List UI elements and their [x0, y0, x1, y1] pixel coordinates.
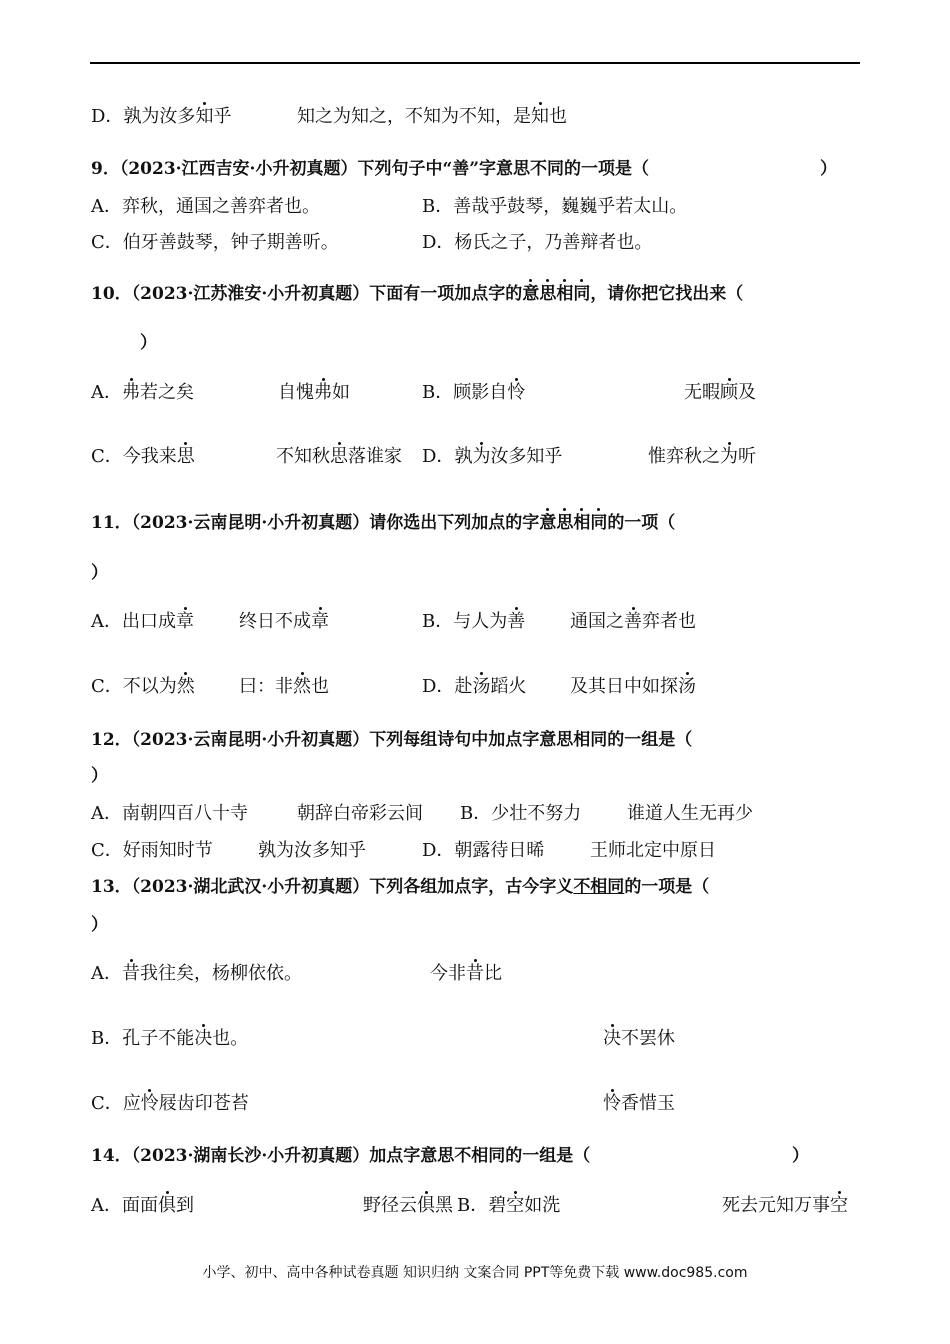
- q12-option-a-second: 朝辞白帝彩云间: [297, 803, 423, 824]
- q14-option-b-second: 死去元知万事空: [722, 1195, 848, 1216]
- q13-option-b-second: 决不罢休: [603, 1028, 675, 1049]
- q13-option-c: C．应怜屐齿印苍苔: [91, 1093, 249, 1114]
- q11-option-b-second: 通国之善弈者也: [570, 611, 696, 632]
- q9-stem: 9．（2023·江西吉安·小升初真题）下列句子中“善”字意思不同的一项是（: [91, 159, 650, 179]
- q13-stem: 13．（2023·湖北武汉·小升初真题）下列各组加点字，古今字义不相同的一项是（: [91, 877, 710, 897]
- header-rule: [90, 62, 860, 64]
- q12-option-b-second: 谁道人生无再少: [627, 803, 753, 824]
- q14-option-a-second: 野径云俱黑: [363, 1195, 453, 1216]
- q10-stem-close: ）: [140, 333, 157, 353]
- q12-stem-close: ）: [91, 766, 108, 786]
- q14-stem: 14．（2023·湖南长沙·小升初真题）加点字意思不相同的一组是（: [91, 1146, 591, 1166]
- q11-option-d-second: 及其日中如探汤: [570, 676, 696, 697]
- page-footer: 小学、初中、高中各种试卷真题 知识归纳 文案合同 PPT等免费下载 www.doc985.com: [202, 1265, 748, 1281]
- q13-option-c-second: 怜香惜玉: [603, 1093, 675, 1114]
- q12-option-c-second: 孰为汝多知乎: [258, 840, 366, 861]
- q14-stem-close: ）: [792, 1146, 809, 1166]
- q10-option-d-second: 惟弈秋之为听: [648, 446, 756, 467]
- q10-option-b: B．顾影自怜: [422, 382, 526, 403]
- q13-option-a-second: 今非昔比: [430, 963, 502, 984]
- q8-option-d-second: 知之为知之，不知为不知，是知也: [297, 106, 567, 127]
- q13-option-a: A．昔我往矣，杨柳依依。: [91, 963, 302, 984]
- q11-option-d: D．赴汤蹈火: [422, 676, 527, 697]
- q12-option-c: C．好雨知时节: [91, 840, 213, 861]
- q12-option-a: A．南朝四百八十寺: [91, 803, 248, 824]
- q10-option-b-second: 无暇顾及: [684, 382, 756, 403]
- q8-option-d: D．孰为汝多知乎: [91, 106, 232, 127]
- q12-option-d-second: 王师北定中原日: [590, 840, 716, 861]
- q10-stem: 10．（2023·江苏淮安·小升初真题）下面有一项加点字的意思相同，请你把它找出来（: [91, 284, 744, 304]
- q9-stem-close: ）: [820, 159, 837, 179]
- q9-option-c: C．伯牙善鼓琴，钟子期善听。: [91, 232, 339, 253]
- q13-option-b: B．孔子不能决也。: [91, 1028, 249, 1049]
- q9-option-b: B．善哉乎鼓琴，巍巍乎若太山。: [422, 196, 688, 217]
- q10-option-d: D．孰为汝多知乎: [422, 446, 563, 467]
- q11-stem-close: ）: [91, 563, 108, 583]
- q10-option-c: C．今我来思: [91, 446, 195, 467]
- q13-stem-close: ）: [91, 915, 108, 935]
- q11-option-c-second: 曰：非然也: [239, 676, 329, 697]
- q11-option-b: B．与人为善: [422, 611, 526, 632]
- q10-option-a-second: 自愧弗如: [278, 382, 350, 403]
- q11-option-c: C．不以为然: [91, 676, 195, 697]
- q11-option-a: A．出口成章: [91, 611, 194, 632]
- q11-option-a-second: 终日不成章: [239, 611, 329, 632]
- q12-option-d: D．朝露待日晞: [422, 840, 545, 861]
- q14-option-b: B．碧空如洗: [457, 1195, 561, 1216]
- q14-option-a: A．面面俱到: [91, 1195, 194, 1216]
- q12-stem: 12．（2023·云南昆明·小升初真题）下列每组诗句中加点字意思相同的一组是（: [91, 730, 693, 750]
- q9-option-d: D．杨氏之子，乃善辩者也。: [422, 232, 653, 253]
- q10-option-c-second: 不知秋思落谁家: [276, 446, 402, 467]
- q9-option-a: A．弈秋，通国之善弈者也。: [91, 196, 320, 217]
- q11-stem: 11．（2023·云南昆明·小升初真题）请你选出下列加点的字意思相同的一项（: [91, 513, 676, 533]
- q12-option-b: B．少壮不努力: [460, 803, 582, 824]
- q10-option-a: A．弗若之矣: [91, 382, 194, 403]
